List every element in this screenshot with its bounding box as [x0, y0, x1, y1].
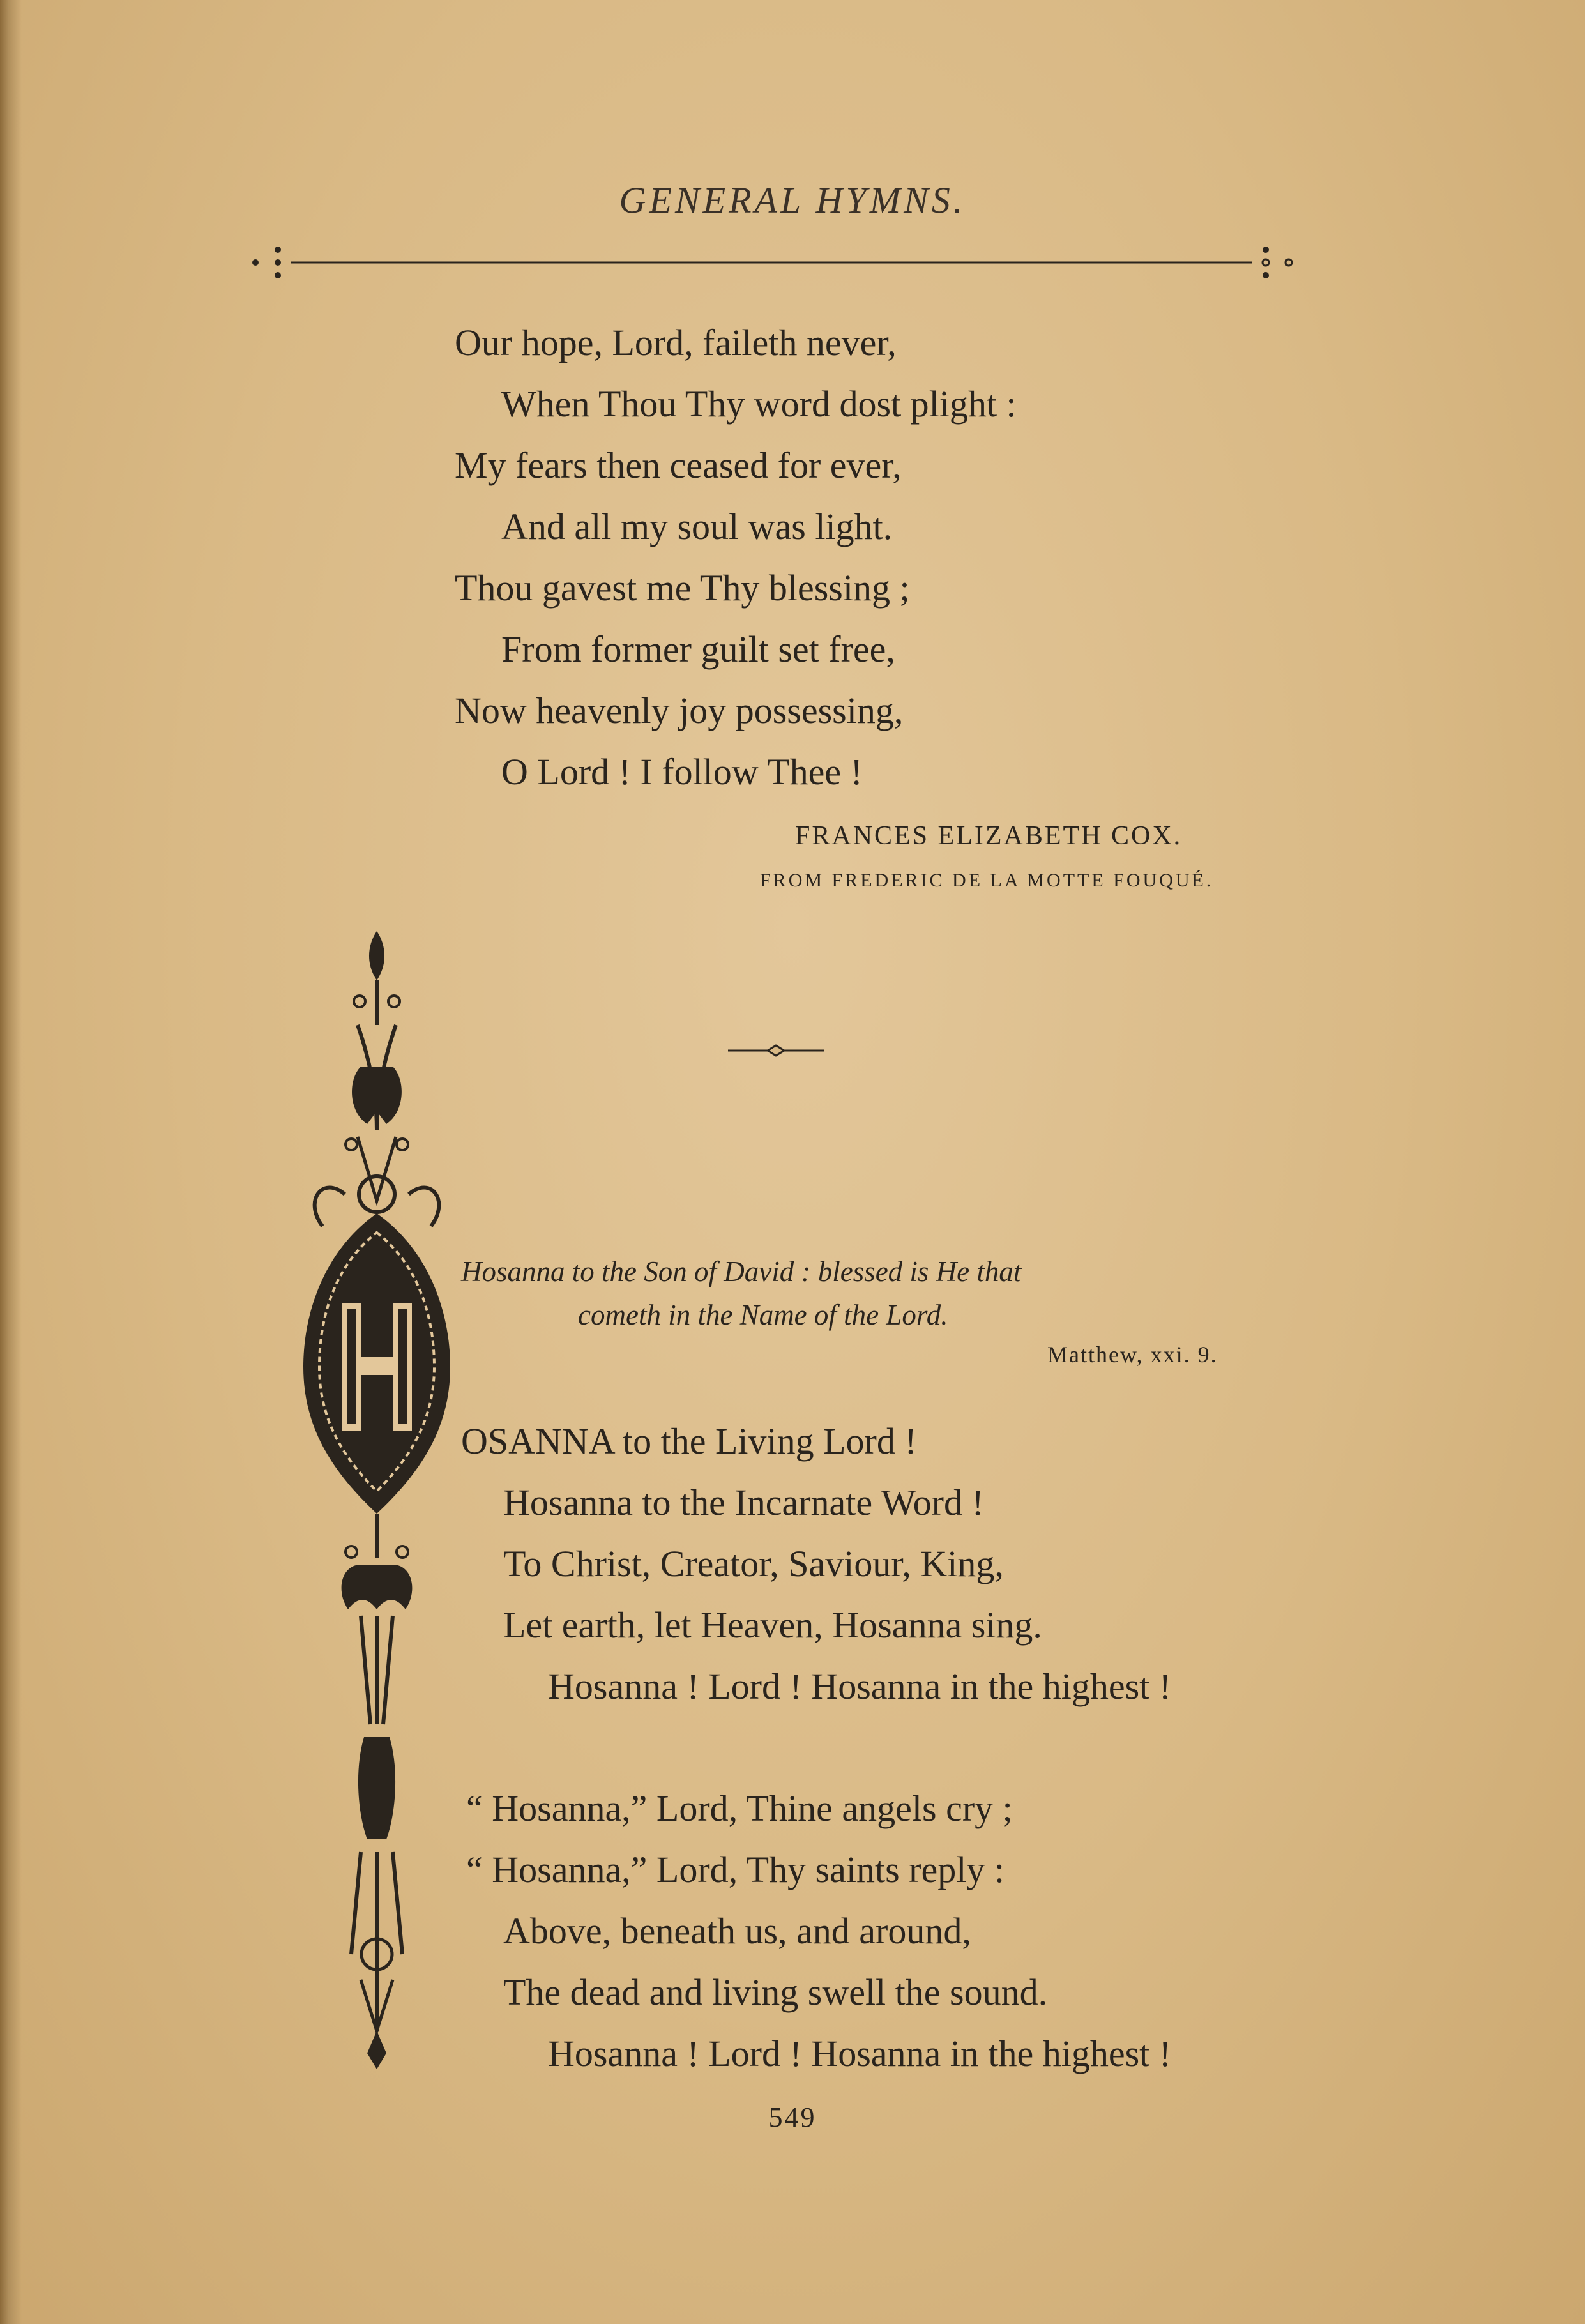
verse-line: Hosanna ! Lord ! Hosanna in the highest !: [548, 1666, 1172, 1707]
hymn-source: FROM FREDERIC DE LA MOTTE FOUQUÉ.: [760, 870, 1214, 891]
page-edge-shadow: [0, 0, 22, 2324]
verse-line: O Lord ! I follow Thee !: [501, 751, 863, 793]
verse-line: My fears then ceased for ever,: [455, 444, 902, 486]
epigraph-line: Hosanna to the Son of David : blessed is He that: [461, 1256, 1022, 1287]
epigraph-line: cometh in the Name of the Lord.: [578, 1299, 948, 1331]
verse-line: Our hope, Lord, faileth never,: [455, 322, 897, 363]
verse-line: “ Hosanna,” Lord, Thy saints reply :: [466, 1849, 1005, 1890]
verse-line: When Thou Thy word dost plight :: [501, 383, 1017, 425]
verse-line: Hosanna to the Incarnate Word !: [503, 1482, 984, 1523]
verse-line: And all my soul was light.: [501, 506, 893, 547]
section-divider: [728, 1041, 824, 1063]
hymn-author: FRANCES ELIZABETH COX.: [795, 821, 1183, 851]
verse-line: The dead and living swell the sound.: [503, 1971, 1048, 2013]
verse-line: From former guilt set free,: [501, 628, 895, 670]
verse-line: Above, beneath us, and around,: [503, 1910, 971, 1952]
verse-line: Hosanna ! Lord ! Hosanna in the highest !: [548, 2033, 1172, 2074]
running-header: GENERAL HYMNS.: [619, 179, 966, 221]
verse-line: Now heavenly joy possessing,: [455, 690, 904, 731]
ornamental-initial-h: [297, 920, 457, 2092]
verse-line: Thou gavest me Thy blessing ;: [455, 567, 910, 609]
verse-line: OSANNA to the Living Lord !: [461, 1420, 917, 1462]
page-number: 549: [768, 2102, 817, 2133]
verse-line: Let earth, let Heaven, Hosanna sing.: [503, 1604, 1042, 1646]
verse-line: To Christ, Creator, Saviour, King,: [503, 1543, 1004, 1584]
scripture-reference: Matthew, xxi. 9.: [1047, 1342, 1218, 1367]
verse-line: “ Hosanna,” Lord, Thine angels cry ;: [466, 1788, 1013, 1829]
header-rule: [249, 246, 1296, 284]
